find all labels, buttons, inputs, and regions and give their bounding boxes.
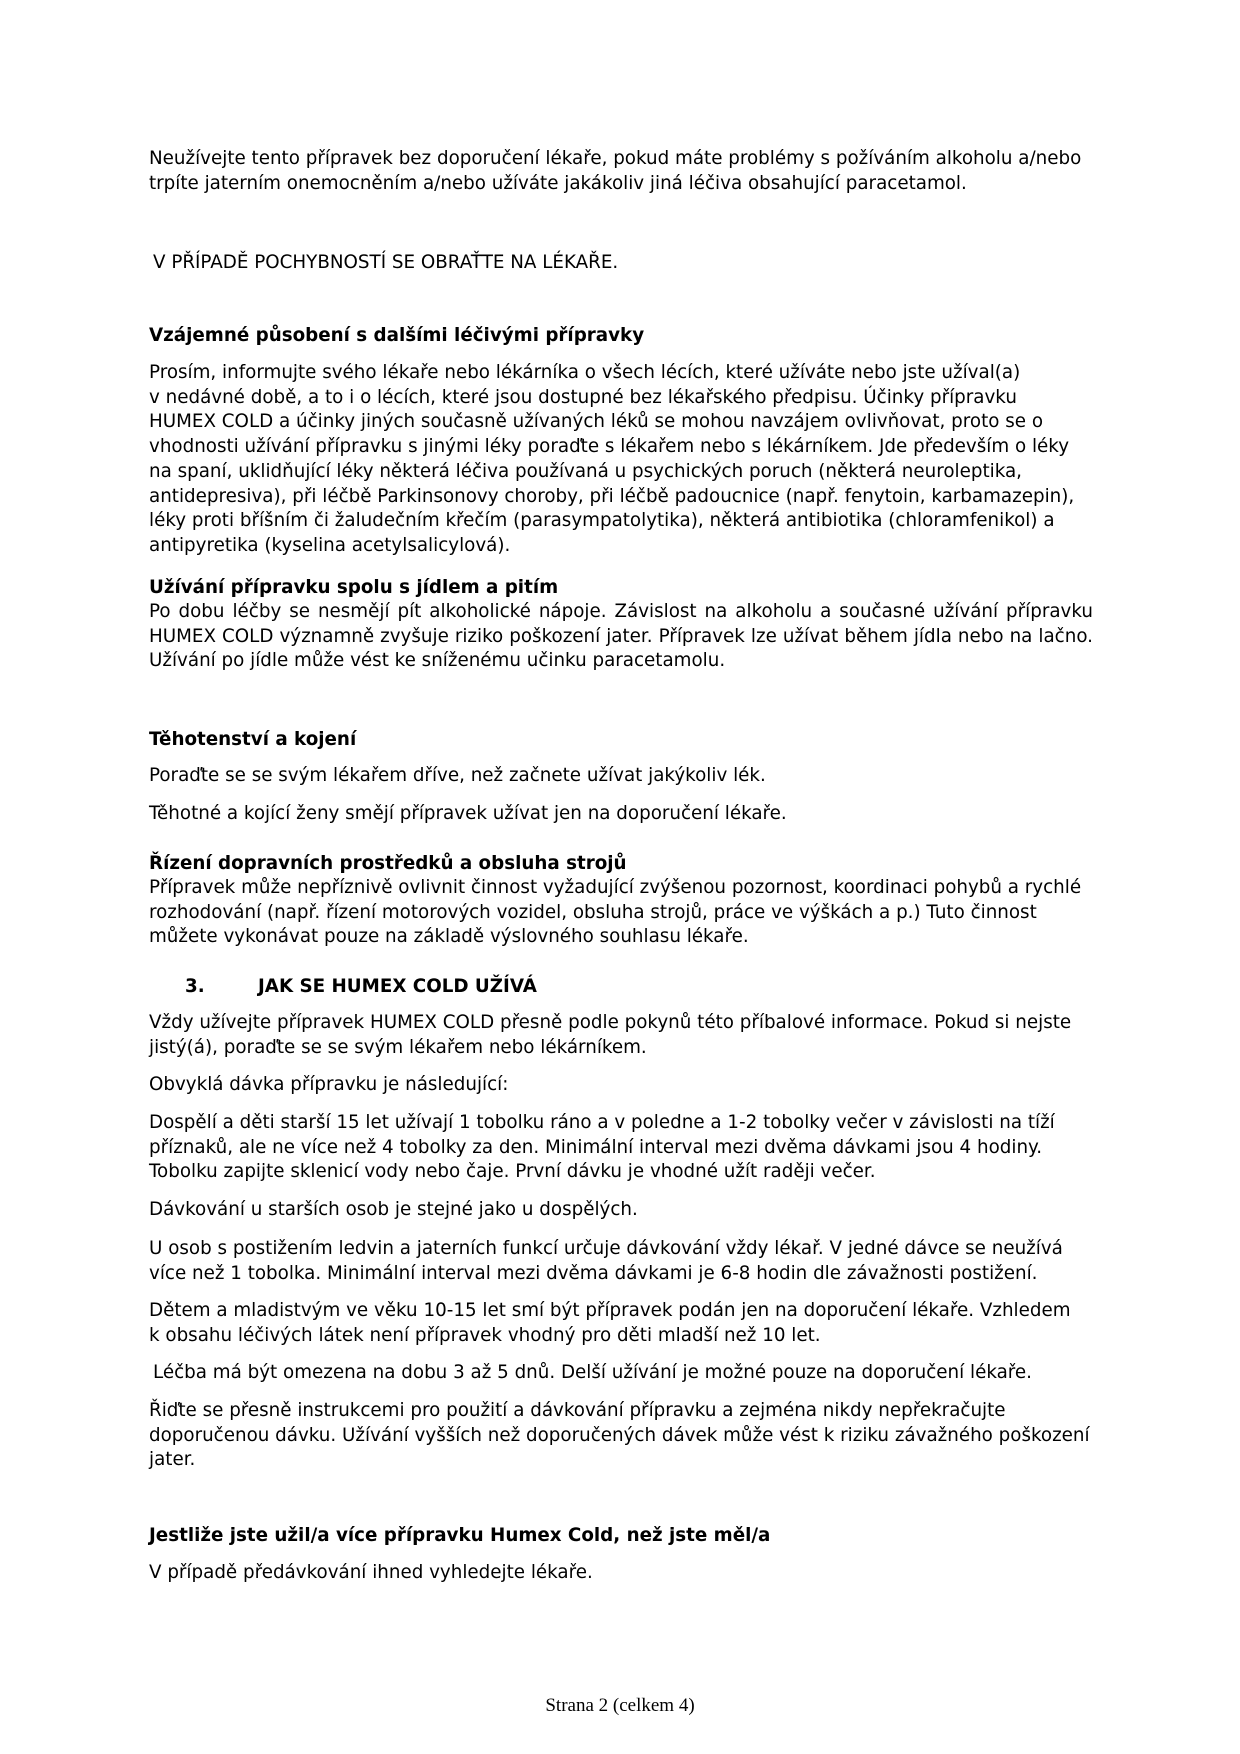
interactions-line: na spaní, uklidňující léky některá léčiva používaná u psychických poruch (některá neuroleptika, xyxy=(149,460,1022,482)
overdose-paragraph: V případě předávkování ihned vyhledejte lékaře. xyxy=(149,1562,593,1583)
pregnancy-paragraph: Těhotné a kojící ženy smějí přípravek užívat jen na doporučení lékaře. xyxy=(149,803,787,824)
interactions-line: vhodnosti užívání přípravku s jinými léky poraďte s lékařem nebo s lékárníkem. Jde především o léky xyxy=(149,436,1070,458)
dosage-paragraph xyxy=(149,1299,1093,1348)
dosage-line: jistý(á), poraďte se se svým lékařem nebo lékárníkem. xyxy=(149,1036,647,1058)
dosage-paragraph: Léčba má být omezena na dobu 3 až 5 dnů. Delší užívání je možné pouze na doporučení lékaře. xyxy=(153,1362,1032,1383)
section-number: 3. xyxy=(185,976,205,997)
dosage-line: Vždy užívejte přípravek HUMEX COLD přesně podle pokynů této příbalové informace. Pokud si nejste xyxy=(149,1012,1072,1033)
intro-line: Neužívejte tento přípravek bez doporučení lékaře, pokud máte problémy s požíváním alkoholu a/nebo xyxy=(149,148,1082,169)
food-paragraph: Po dobu léčby se nesmějí pít alkoholické nápoje. Závislost na alkoholu a současné užívání přípravku HUMEX COLD významně zvyšuje riziko poškození jater. Přípravek lze užívat během jídla nebo na lačno. Užívání po jídle může vést ke sníženému učinku paracetamolu. xyxy=(149,601,1093,672)
interactions-line: antidepresiva), při léčbě Parkinsonovy choroby, při léčbě padoucnice (např. fenytoin, karbamazepin), xyxy=(149,485,1075,507)
interactions-paragraph xyxy=(149,361,1093,559)
dosage-line: k obsahu léčivých látek není přípravek vhodný pro děti mladší než 10 let. xyxy=(149,1324,821,1346)
doubt-warning: V PŘÍPADĚ POCHYBNOSTÍ SE OBRAŤTE NA LÉKAŘE. xyxy=(153,252,619,273)
dosage-paragraph: Obvyklá dávka přípravku je následující: xyxy=(149,1074,509,1095)
dosage-line: Řiďte se přesně instrukcemi pro použití a dávkování přípravku a zejména nikdy nepřekračujte xyxy=(149,1400,1006,1421)
dosage-line: doporučenou dávku. Užívání vyšších než doporučených dávek může vést k riziku závažného poškození xyxy=(149,1424,1090,1446)
interactions-line: antipyretika (kyselina acetylsalicylová). xyxy=(149,534,511,556)
page-number: Strana 2 (celkem 4) xyxy=(545,1695,695,1716)
dosage-paragraph xyxy=(149,1237,1093,1286)
dosage-line: Tobolku zapijte sklenicí vody nebo čaje. První dávku je vhodné užít raději večer. xyxy=(149,1161,876,1183)
dosage-line: více než 1 tobolka. Minimální interval mezi dvěma dávkami je 6-8 hodin dle závažnosti postižení. xyxy=(149,1262,1038,1284)
driving-line: rozhodování (např. řízení motorových vozidel, obsluha strojů, práce ve výškách a p.) Tuto činnost xyxy=(149,901,1037,923)
pregnancy-paragraph: Poraďte se se svým lékařem dříve, než začnete užívat jakýkoliv lék. xyxy=(149,765,766,786)
dosage-line: příznaků, ale ne více než 4 tobolky za den. Minimální interval mezi dvěma dávkami jsou 4 hodiny. xyxy=(149,1136,1043,1158)
dosage-paragraph xyxy=(149,1011,1093,1060)
food-heading: Užívání přípravku spolu s jídlem a pitím xyxy=(149,577,559,598)
interactions-line: léky proti bříšním či žaludečním křečím (parasympatolytika), některá antibiotika (chloramfenikol) a xyxy=(149,510,1055,532)
interactions-line: v nedávné době, a to i o lécích, které jsou dostupné bez lékařského předpisu. Účinky přípravku xyxy=(149,386,1017,408)
interactions-heading: Vzájemné působení s dalšími léčivými přípravky xyxy=(149,325,645,346)
dosage-line: jater. xyxy=(149,1449,196,1471)
driving-heading: Řízení dopravních prostředků a obsluha strojů xyxy=(149,853,627,874)
dosage-line: Dospělí a děti starší 15 let užívají 1 tobolku ráno a v poledne a 1-2 tobolky večer v závislosti na tíží xyxy=(149,1112,1055,1133)
dosage-line: U osob s postižením ledvin a jaterních funkcí určuje dávkování vždy lékař. V jedné dávce se neužívá xyxy=(149,1238,1063,1259)
intro-line: trpíte jaterním onemocněním a/nebo užíváte jakákoliv jiná léčiva obsahující paracetamol. xyxy=(149,172,967,194)
driving-line: můžete vykonávat pouze na základě výslovného souhlasu lékaře. xyxy=(149,926,749,948)
interactions-line: Prosím, informujte svého lékaře nebo lékárníka o všech lécích, které užíváte nebo jste užíval(a) xyxy=(149,362,1021,383)
dosage-paragraph xyxy=(149,1399,1093,1473)
dosage-paragraph xyxy=(149,1111,1093,1185)
pregnancy-heading: Těhotenství a kojení xyxy=(149,729,357,750)
section-title: JAK SE HUMEX COLD UŽÍVÁ xyxy=(258,976,537,997)
intro-paragraph xyxy=(149,147,1093,196)
section-heading xyxy=(185,975,1129,1000)
overdose-heading: Jestliže jste užil/a více přípravku Humex Cold, než jste měl/a xyxy=(149,1525,771,1546)
driving-line: Přípravek může nepříznivě ovlivnit činnost vyžadující zvýšenou pozornost, koordinaci pohybů a rychlé xyxy=(149,877,1082,898)
interactions-line: HUMEX COLD a účinky jiných současně užívaných léků se mohou navzájem ovlivňovat, proto se o xyxy=(149,411,1044,433)
dosage-paragraph: Dávkování u starších osob je stejné jako u dospělých. xyxy=(149,1199,638,1220)
driving-paragraph xyxy=(149,876,1093,950)
dosage-line: Dětem a mladistvým ve věku 10-15 let smí být přípravek podán jen na doporučení lékaře. Vzhledem xyxy=(149,1300,1071,1321)
